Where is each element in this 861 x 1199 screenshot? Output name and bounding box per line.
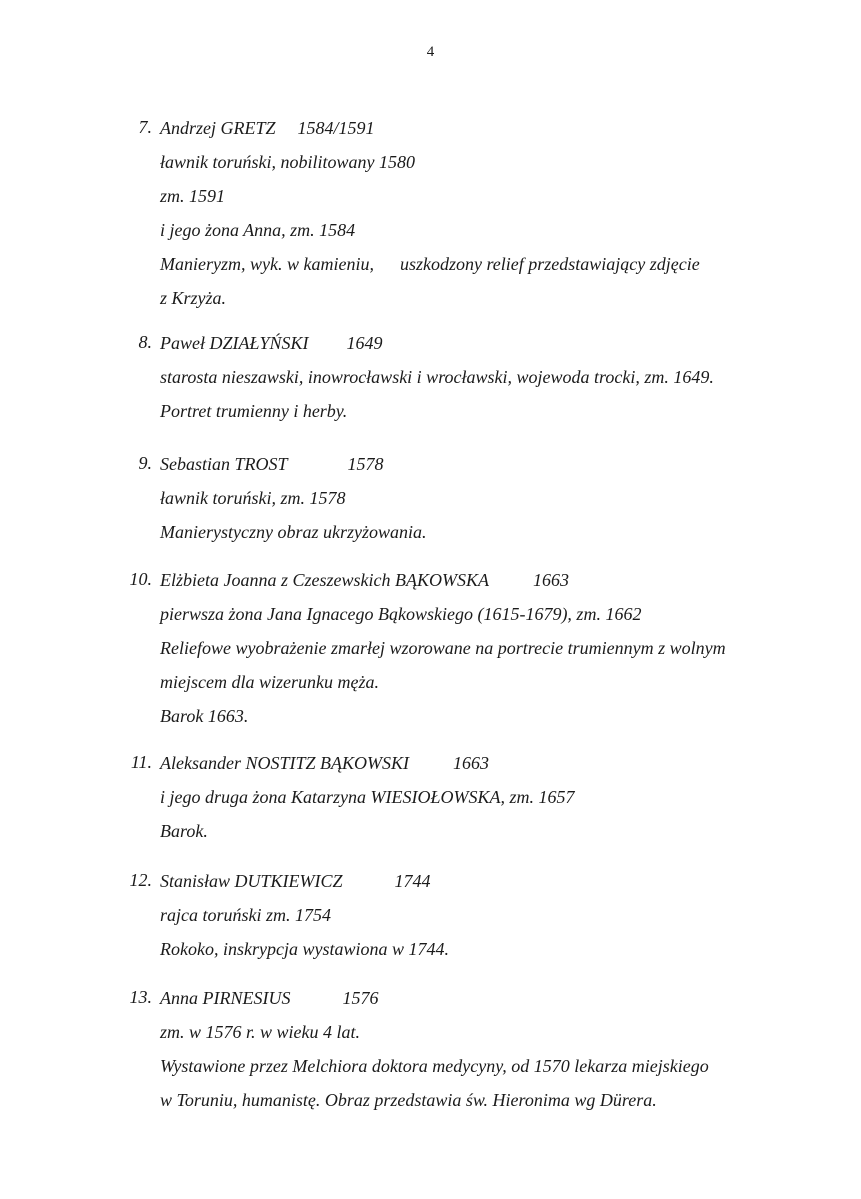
entry-heading	[160, 117, 772, 151]
entry-heading	[160, 752, 772, 786]
entry-heading	[160, 987, 772, 1021]
entry-line: Portret trumienny i herby.	[160, 401, 348, 421]
entry-date: 1649	[346, 333, 383, 353]
entry-line: pierwsza żona Jana Ignacego Bąkowskiego (1615-1679), zm. 1662	[160, 604, 642, 624]
entry-line: Rokoko, inskrypcja wystawiona w 1744.	[160, 939, 449, 959]
entry-name: Anna PIRNESIUS	[160, 988, 291, 1008]
entry-heading	[160, 569, 772, 603]
entry-heading	[160, 453, 772, 487]
entry-line: zm. 1591	[160, 186, 226, 206]
entry-line: Barok 1663.	[160, 706, 249, 726]
entry-line: ławnik toruński, nobilitowany 1580	[160, 152, 415, 172]
entry-number: 11.	[130, 752, 152, 772]
entry-date: 1578	[347, 454, 384, 474]
entry-number: 8.	[138, 332, 152, 352]
entry-number: 7.	[138, 117, 152, 137]
entry-line: ławnik toruński, zm. 1578	[160, 488, 346, 508]
entry-name: Stanisław DUTKIEWICZ	[160, 871, 343, 891]
entry-line: Wystawione przez Melchiora doktora medycyny, od 1570 lekarza miejskiego	[160, 1056, 709, 1076]
entry-line: i jego druga żona Katarzyna WIESIOŁOWSKA, zm. 1657	[160, 787, 575, 807]
entry-heading	[160, 332, 772, 366]
entry-name: Sebastian TROST	[160, 454, 288, 474]
entry-date: 1584/1591	[297, 118, 375, 138]
entry-name: Paweł DZIAŁYŃSKI	[160, 333, 309, 353]
entry-heading	[160, 870, 772, 904]
entry-number: 13.	[129, 987, 152, 1007]
entry-date: 1744	[394, 871, 431, 891]
entry-name: Andrzej GRETZ	[160, 118, 276, 138]
entry-number: 12.	[129, 870, 152, 890]
page-number: 4	[426, 44, 435, 60]
entry-line: rajca toruński zm. 1754	[160, 905, 331, 925]
entry-line: starosta nieszawski, inowrocławski i wrocławski, wojewoda trocki, zm. 1649.	[160, 367, 714, 387]
entry-line: miejscem dla wizerunku męża.	[160, 672, 379, 692]
entry-line	[160, 253, 772, 287]
entry-date: 1576	[342, 988, 379, 1008]
entry-number: 10.	[129, 569, 152, 589]
entry-line: zm. w 1576 r. w wieku 4 lat.	[160, 1022, 361, 1042]
entry-line: Barok.	[160, 821, 208, 841]
entry-name: Elżbieta Joanna z Czeszewskich BĄKOWSKA	[160, 570, 489, 590]
entry-number: 9.	[138, 453, 152, 473]
entry-line: z Krzyża.	[160, 288, 227, 308]
entry-line: Manierystyczny obraz ukrzyżowania.	[160, 522, 427, 542]
entry-date: 1663	[532, 570, 569, 590]
entry-line-right: uszkodzony relief przedstawiający zdjęcie	[399, 254, 700, 274]
entry-line: Reliefowe wyobrażenie zmarłej wzorowane na portrecie trumiennym z wolnym	[160, 638, 726, 658]
entry-name: Aleksander NOSTITZ BĄKOWSKI	[160, 753, 409, 773]
entry-date: 1663	[453, 753, 489, 773]
entry-line: i jego żona Anna, zm. 1584	[160, 220, 356, 240]
entry-line: w Toruniu, humanistę. Obraz przedstawia św. Hieronima wg Dürera.	[160, 1090, 657, 1110]
entry-line-left: Manieryzm, wyk. w kamieniu,	[160, 254, 374, 274]
